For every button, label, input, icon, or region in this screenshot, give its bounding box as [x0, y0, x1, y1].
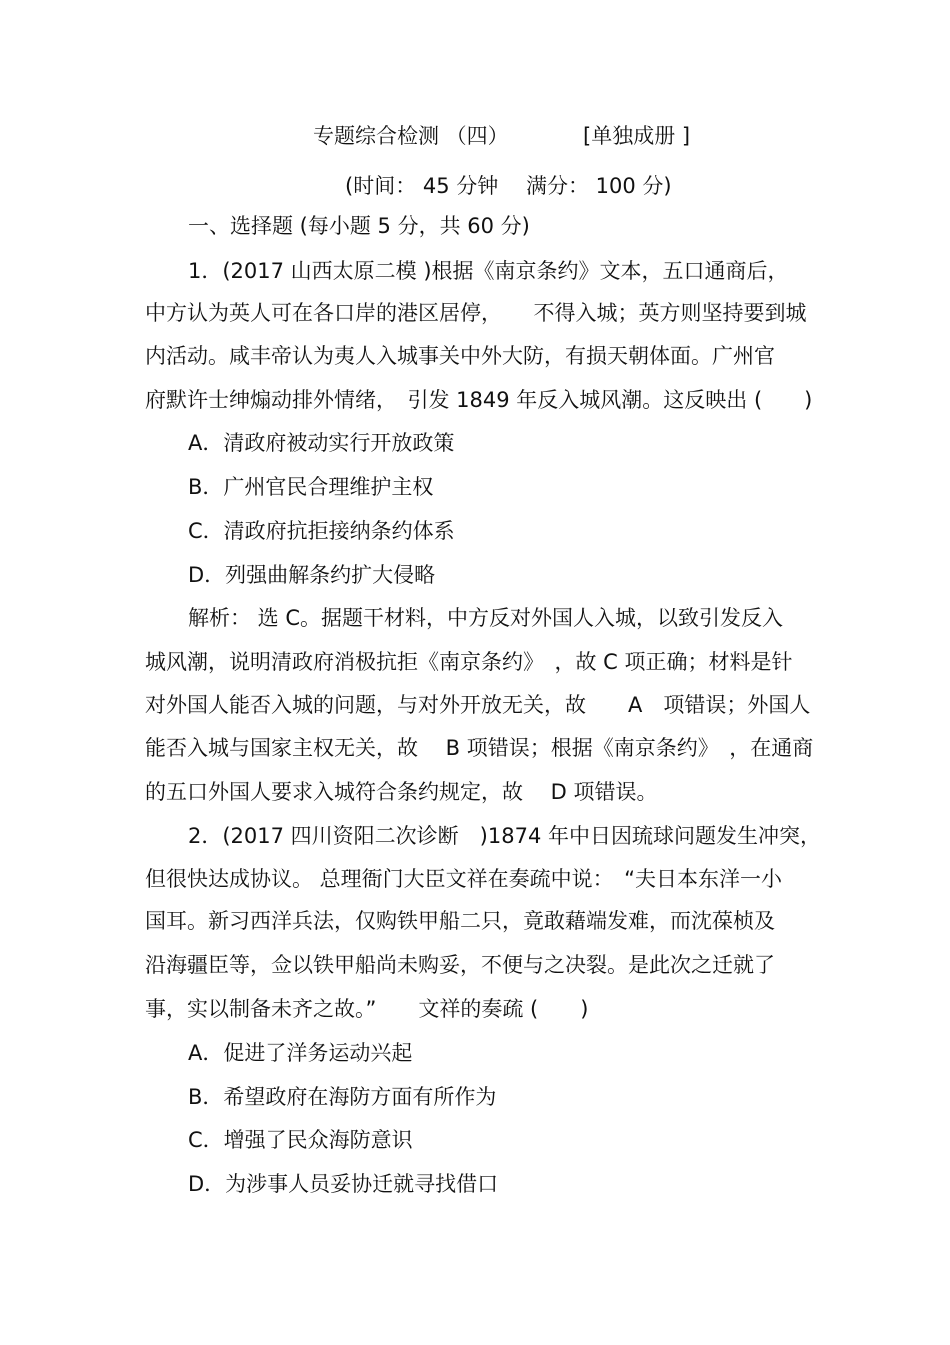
question-1-analysis-line: 城风潮，说明清政府消极抗拒《南京条约》 ，故 C 项正确；材料是针 — [145, 650, 793, 674]
question-2-option-b: B．希望政府在海防方面有所作为 — [188, 1085, 497, 1109]
question-1-option-a: A．清政府被动实行开放政策 — [188, 431, 455, 455]
question-2-stem-line: 沿海疆臣等，佥以铁甲船尚未购妥，不便与之决裂。是此次之迁就了 — [145, 953, 775, 977]
question-1-option-d: D．列强曲解条约扩大侵略 — [188, 563, 436, 587]
question-1-stem-line: 中方认为英人可在各口岸的港区居停， 不得入城；英方则坚持要到城 — [145, 301, 807, 325]
question-1-stem-line: 1．(2017 山西太原二模 )根据《南京条约》文本，五口通商后， — [188, 259, 789, 283]
question-1-analysis-line: 对外国人能否入城的问题，与对外开放无关，故 A 项错误；外国人 — [145, 693, 811, 717]
question-1-option-b: B．广州官民合理维护主权 — [188, 475, 434, 499]
section-heading: 一、选择题 (每小题 5 分，共 60 分) — [188, 214, 530, 238]
question-2-option-a: A．促进了洋务运动兴起 — [188, 1041, 413, 1065]
question-2-stem-line: 事，实以制备未齐之故。” 文祥的奏疏 ( ) — [145, 997, 589, 1021]
question-1-analysis-line: 能否入城与国家主权无关，故 B 项错误；根据《南京条约》 ，在通商 — [145, 736, 814, 760]
question-2-stem-line: 国耳。新习西洋兵法，仅购铁甲船二只，竟敢藉端发难，而沈葆桢及 — [145, 909, 775, 933]
question-2-option-c: C．增强了民众海防意识 — [188, 1128, 413, 1152]
page-title: 专题综合检测 （四） — [313, 124, 509, 148]
question-1-stem-line: 府默许士绅煽动排外情绪， 引发 1849 年反入城风潮。这反映出 ( ) — [145, 388, 813, 412]
time-score-info: (时间： 45 分钟 满分： 100 分) — [345, 174, 672, 198]
question-2-option-d: D．为涉事人员妥协迁就寻找借口 — [188, 1172, 499, 1196]
question-1-option-c: C．清政府抗拒接纳条约体系 — [188, 519, 455, 543]
question-2-stem-line: 2．(2017 四川资阳二次诊断 )1874 年中日因琉球问题发生冲突， — [188, 824, 821, 848]
volume-tag: [单独成册 ] — [583, 124, 691, 148]
question-2-stem-line: 但很快达成协议。 总理衙门大臣文祥在奏疏中说： “夫日本东洋一小 — [145, 867, 783, 891]
question-1-stem-line: 内活动。咸丰帝认为夷人入城事关中外大防，有损天朝体面。广州官 — [145, 344, 775, 368]
question-1-analysis-line: 的五口外国人要求入城符合条约规定，故 D 项错误。 — [145, 780, 658, 804]
question-1-analysis-line: 解析： 选 C。据题干材料，中方反对外国人入城，以致引发反入 — [188, 606, 784, 630]
